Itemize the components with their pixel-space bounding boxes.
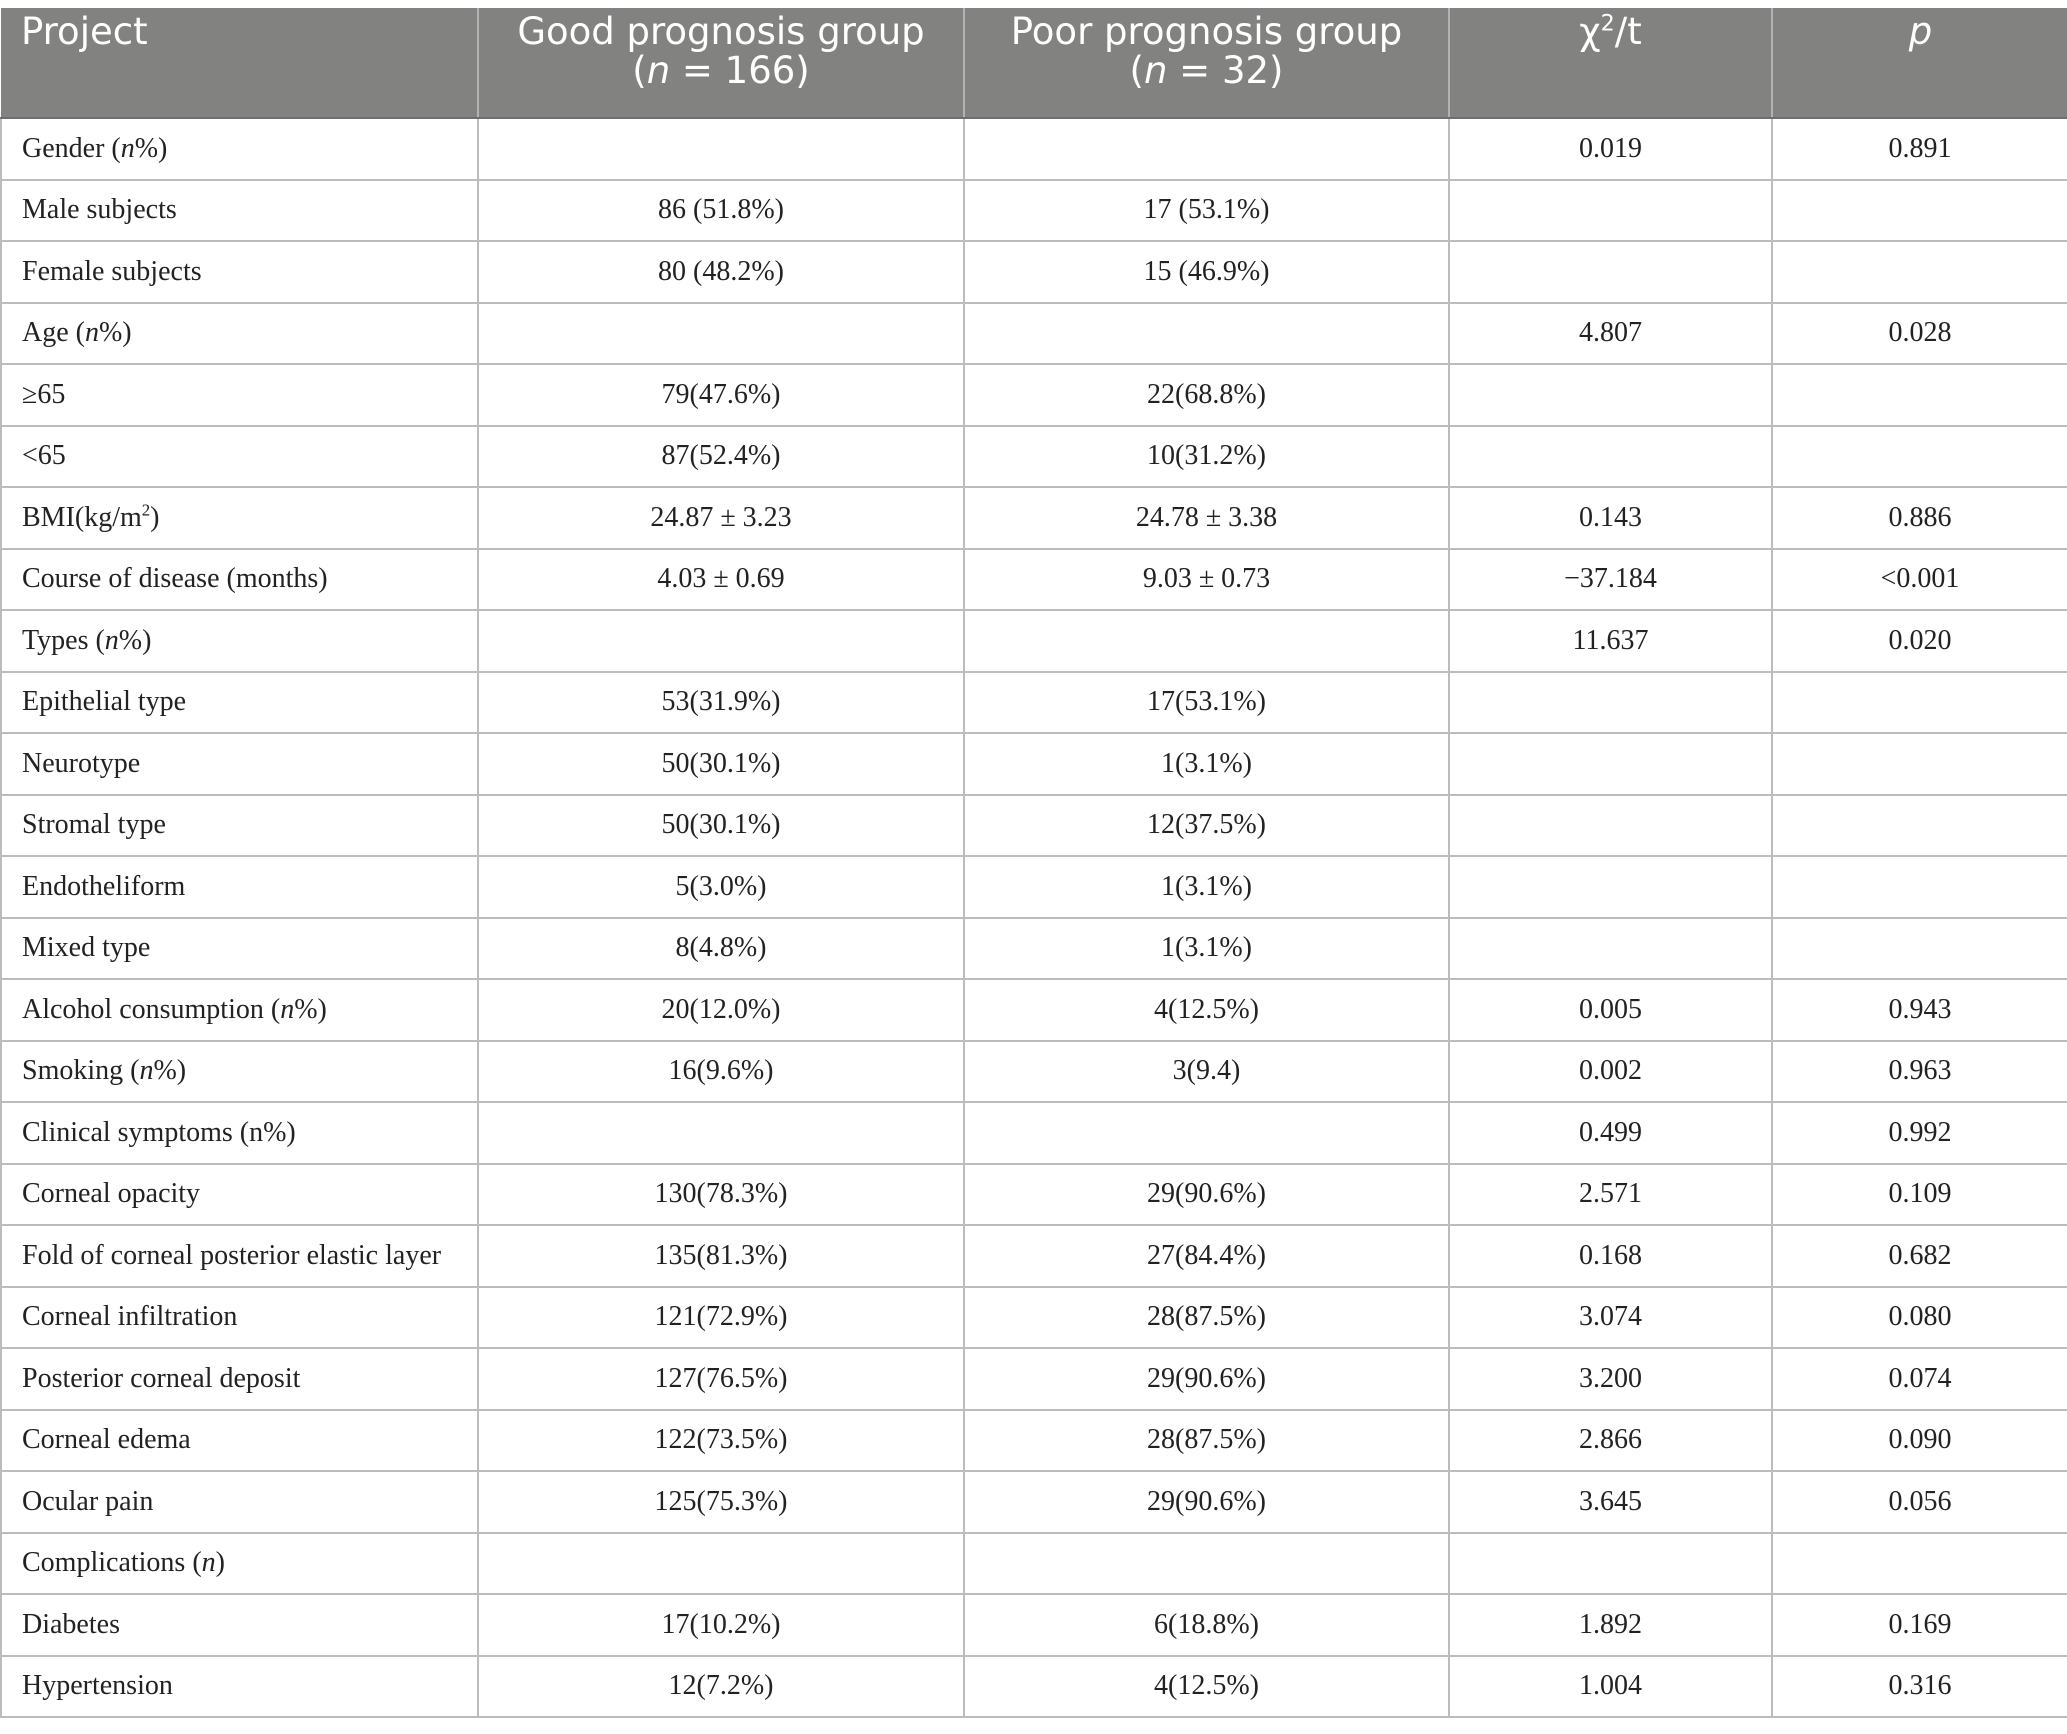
cell-good-prognosis: 50(30.1%) [478,733,964,795]
cell-poor-prognosis: 27(84.4%) [964,1225,1449,1287]
table-row [1,733,2067,795]
cell-good-prognosis: 121(72.9%) [478,1287,964,1349]
data-table-container [0,8,2067,1718]
cell-poor-prognosis: 4(12.5%) [964,1656,1449,1718]
cell-poor-prognosis: 17(53.1%) [964,672,1449,734]
row-label: Complications (n) [1,1533,478,1595]
row-label: Corneal edema [1,1410,478,1472]
cell-p-value: 0.056 [1772,1471,2067,1533]
table-row [1,856,2067,918]
cell-good-prognosis [478,303,964,365]
table-row [1,549,2067,611]
cell-good-prognosis: 127(76.5%) [478,1348,964,1410]
cell-p-value: 0.891 [1772,118,2067,180]
cell-good-prognosis: 86 (51.8%) [478,180,964,242]
table-row [1,1225,2067,1287]
cell-p-value [1772,426,2067,488]
cell-p-value: 0.074 [1772,1348,2067,1410]
cell-poor-prognosis: 15 (46.9%) [964,241,1449,303]
cell-chi-square-t: 0.019 [1449,118,1772,180]
cell-p-value: 0.886 [1772,487,2067,549]
cell-chi-square-t [1449,364,1772,426]
cell-p-value [1772,364,2067,426]
cell-poor-prognosis: 4(12.5%) [964,979,1449,1041]
row-label: Epithelial type [1,672,478,734]
cell-chi-square-t: 11.637 [1449,610,1772,672]
cell-p-value: 0.020 [1772,610,2067,672]
cell-chi-square-t: 4.807 [1449,303,1772,365]
table-row [1,487,2067,549]
table-body [1,118,2067,1717]
cell-poor-prognosis [964,610,1449,672]
cell-good-prognosis: 53(31.9%) [478,672,964,734]
table-row [1,241,2067,303]
cell-chi-square-t [1449,426,1772,488]
table-row [1,1594,2067,1656]
cell-p-value [1772,180,2067,242]
table-row [1,1471,2067,1533]
cell-poor-prognosis: 29(90.6%) [964,1164,1449,1226]
cell-chi-square-t [1449,856,1772,918]
cell-good-prognosis: 4.03 ± 0.69 [478,549,964,611]
cell-poor-prognosis [964,118,1449,180]
cell-poor-prognosis: 9.03 ± 0.73 [964,549,1449,611]
header-project: Project [1,8,478,118]
cell-poor-prognosis: 29(90.6%) [964,1348,1449,1410]
cell-p-value: 0.090 [1772,1410,2067,1472]
cell-good-prognosis [478,610,964,672]
row-label: $BMI(kg/m^2)$ [1,487,478,549]
cell-p-value: 0.682 [1772,1225,2067,1287]
table-row [1,1287,2067,1349]
prognosis-table [0,8,2067,1718]
row-label: ≥65 [1,364,478,426]
cell-poor-prognosis: 17 (53.1%) [964,180,1449,242]
cell-good-prognosis: 80 (48.2%) [478,241,964,303]
cell-chi-square-t [1449,795,1772,857]
cell-poor-prognosis [964,1102,1449,1164]
cell-chi-square-t: −37.184 [1449,549,1772,611]
row-label: Fold of corneal posterior elastic layer [1,1225,478,1287]
cell-chi-square-t: 3.074 [1449,1287,1772,1349]
table-row [1,1348,2067,1410]
cell-poor-prognosis [964,303,1449,365]
cell-chi-square-t: 0.499 [1449,1102,1772,1164]
cell-p-value [1772,1533,2067,1595]
row-label: Gender (n%) [1,118,478,180]
cell-chi-square-t: 2.571 [1449,1164,1772,1226]
cell-poor-prognosis: 3(9.4) [964,1041,1449,1103]
row-label: Hypertension [1,1656,478,1718]
cell-chi-square-t [1449,918,1772,980]
cell-good-prognosis: 17(10.2%) [478,1594,964,1656]
cell-good-prognosis: 50(30.1%) [478,795,964,857]
cell-good-prognosis: 8(4.8%) [478,918,964,980]
row-label: Corneal infiltration [1,1287,478,1349]
row-label: Ocular pain [1,1471,478,1533]
cell-p-value [1772,856,2067,918]
table-row [1,672,2067,734]
cell-chi-square-t: 2.866 [1449,1410,1772,1472]
table-row [1,1656,2067,1718]
cell-poor-prognosis: 6(18.8%) [964,1594,1449,1656]
table-row [1,1164,2067,1226]
row-label: Age (n%) [1,303,478,365]
row-label: Male subjects [1,180,478,242]
row-label: Female subjects [1,241,478,303]
cell-good-prognosis: 87(52.4%) [478,426,964,488]
table-row [1,1041,2067,1103]
table-row [1,1533,2067,1595]
header-poor-prognosis: Poor prognosis group (n = 32) [964,8,1449,118]
table-row [1,180,2067,242]
header-row [1,8,2067,118]
cell-good-prognosis: 24.87 ± 3.23 [478,487,964,549]
cell-p-value [1772,241,2067,303]
cell-chi-square-t [1449,672,1772,734]
table-row [1,118,2067,180]
cell-chi-square-t [1449,241,1772,303]
table-row [1,795,2067,857]
cell-good-prognosis: 20(12.0%) [478,979,964,1041]
cell-p-value [1772,918,2067,980]
cell-good-prognosis: 16(9.6%) [478,1041,964,1103]
cell-chi-square-t: 3.200 [1449,1348,1772,1410]
cell-p-value: 0.109 [1772,1164,2067,1226]
table-row [1,918,2067,980]
cell-chi-square-t [1449,733,1772,795]
cell-chi-square-t: 0.168 [1449,1225,1772,1287]
cell-p-value [1772,795,2067,857]
cell-p-value: 0.992 [1772,1102,2067,1164]
cell-chi-square-t: 0.143 [1449,487,1772,549]
header-good-prognosis: Good prognosis group (n = 166) [478,8,964,118]
row-label: Alcohol consumption (n%) [1,979,478,1041]
cell-good-prognosis: 122(73.5%) [478,1410,964,1472]
row-label: Neurotype [1,733,478,795]
row-label: Mixed type [1,918,478,980]
table-row [1,1102,2067,1164]
cell-good-prognosis [478,1102,964,1164]
cell-chi-square-t [1449,1533,1772,1595]
cell-poor-prognosis [964,1533,1449,1595]
table-row [1,426,2067,488]
cell-good-prognosis: 12(7.2%) [478,1656,964,1718]
table-row [1,610,2067,672]
row-label: Corneal opacity [1,1164,478,1226]
cell-p-value [1772,733,2067,795]
cell-p-value: 0.169 [1772,1594,2067,1656]
cell-chi-square-t: 1.892 [1449,1594,1772,1656]
row-label: Clinical symptoms (n%) [1,1102,478,1164]
cell-good-prognosis [478,1533,964,1595]
cell-poor-prognosis: 1(3.1%) [964,733,1449,795]
cell-good-prognosis: 135(81.3%) [478,1225,964,1287]
cell-p-value: 0.316 [1772,1656,2067,1718]
header-p-value: p [1772,8,2067,118]
cell-poor-prognosis: 22(68.8%) [964,364,1449,426]
cell-p-value: 0.963 [1772,1041,2067,1103]
cell-p-value: <0.001 [1772,549,2067,611]
cell-good-prognosis: 130(78.3%) [478,1164,964,1226]
row-label: Posterior corneal deposit [1,1348,478,1410]
cell-p-value [1772,672,2067,734]
cell-poor-prognosis: 10(31.2%) [964,426,1449,488]
cell-poor-prognosis: 28(87.5%) [964,1287,1449,1349]
cell-good-prognosis: 5(3.0%) [478,856,964,918]
cell-good-prognosis: 125(75.3%) [478,1471,964,1533]
table-header [1,8,2067,118]
row-label: Diabetes [1,1594,478,1656]
cell-p-value: 0.028 [1772,303,2067,365]
cell-p-value: 0.943 [1772,979,2067,1041]
cell-poor-prognosis: 12(37.5%) [964,795,1449,857]
cell-chi-square-t [1449,180,1772,242]
cell-chi-square-t: 0.005 [1449,979,1772,1041]
row-label: Course of disease (months) [1,549,478,611]
cell-good-prognosis: 79(47.6%) [478,364,964,426]
table-row [1,1410,2067,1472]
table-row [1,364,2067,426]
cell-good-prognosis [478,118,964,180]
cell-poor-prognosis: 28(87.5%) [964,1410,1449,1472]
cell-poor-prognosis: 1(3.1%) [964,918,1449,980]
table-row [1,979,2067,1041]
cell-poor-prognosis: 24.78 ± 3.38 [964,487,1449,549]
row-label: Smoking (n%) [1,1041,478,1103]
table-row [1,303,2067,365]
row-label: Endotheliform [1,856,478,918]
header-chi-square-t: $\chi^2/t$ [1449,8,1772,118]
cell-p-value: 0.080 [1772,1287,2067,1349]
row-label: Stromal type [1,795,478,857]
cell-chi-square-t: 1.004 [1449,1656,1772,1718]
row-label: <65 [1,426,478,488]
cell-poor-prognosis: 29(90.6%) [964,1471,1449,1533]
cell-poor-prognosis: 1(3.1%) [964,856,1449,918]
cell-chi-square-t: 0.002 [1449,1041,1772,1103]
row-label: Types (n%) [1,610,478,672]
cell-chi-square-t: 3.645 [1449,1471,1772,1533]
